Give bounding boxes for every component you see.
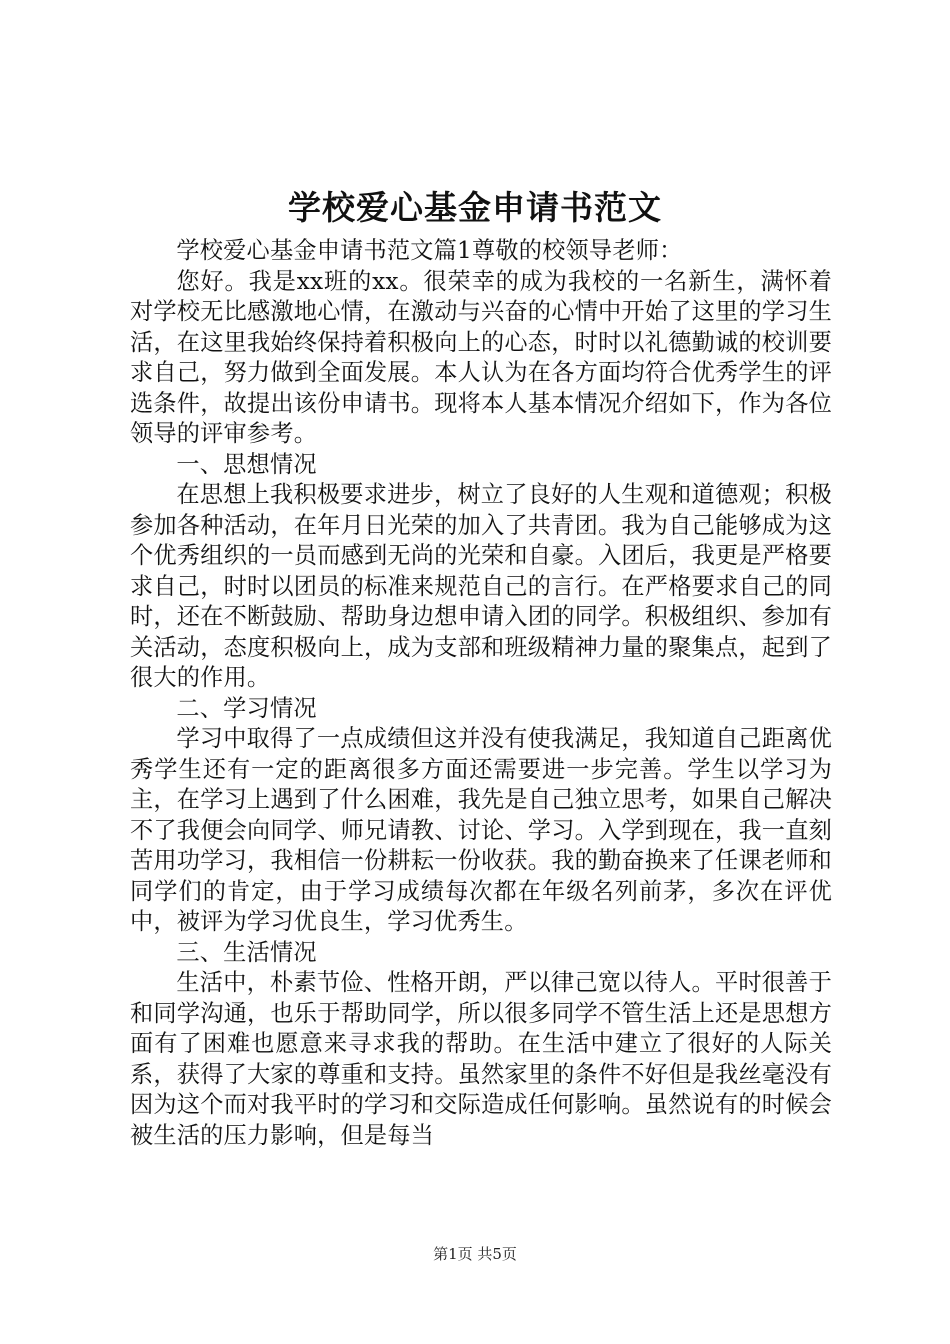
section-heading-thought: 一、思想情况 (176, 450, 317, 478)
life-paragraph: 生活中，朴素节俭、性格开朗，严以律己宽以待人。平时很善于和同学沟通，也乐于帮助同学，所以很多同学不管生活上还是思想方面有了困难也愿意来寻求我的帮助。在生活中建立了很好的人际关系，获得了大家的尊重和支持。虽然家里的条件不好但是我丝毫没有因为这个而对我平时的学习和交际造成任何影响。虽然说有的时候会被生活的压力影响，但是每当 (130, 969, 832, 1149)
section-heading-life: 三、生活情况 (176, 938, 317, 966)
section-heading-study: 二、学习情况 (176, 694, 317, 722)
document-title: 学校爱心基金申请书范文 (288, 188, 662, 227)
study-paragraph: 学习中取得了一点成绩但这并没有使我满足，我知道自己距离优秀学生还有一定的距离很多方面还需要进一步完善。学生以学习为主，在学习上遇到了什么困难，我先是自己独立思考，如果自己解决不了我便会向同学、师兄请教、讨论、学习。入学到现在，我一直刻苦用功学习，我相信一份耕耘一份收获。我的勤奋换来了任课老师和同学们的肯定，由于学习成绩每次都在年级名列前茅，多次在评优中，被评为学习优良生，学习优秀生。 (130, 725, 832, 935)
page-footer: 第1页 共5页 (433, 1245, 517, 1263)
thought-paragraph: 在思想上我积极要求进步，树立了良好的人生观和道德观；积极参加各种活动，在年月日光荣的加入了共青团。我为自己能够成为这个优秀组织的一员而感到无尚的光荣和自豪。入团后，我更是严格要求自己，时时以团员的标准来规范自己的言行。在严格要求自己的同时，还在不断鼓励、帮助身边想申请入团的同学。积极组织、参加有关活动，态度积极向上，成为支部和班级精神力量的聚集点，起到了很大的作用。 (130, 481, 832, 691)
intro-paragraph: 您好。我是xx班的xx。很荣幸的成为我校的一名新生，满怀着对学校无比感激地心情，在激动与兴奋的心情中开始了这里的学习生活，在这里我始终保持着积极向上的心态，时时以礼德勤诚的校训要求自己，努力做到全面发展。本人认为在各方面均符合优秀学生的评选条件，故提出该份申请书。现将本人基本情况介绍如下，作为各位领导的评审参考。 (130, 267, 832, 447)
document-body (130, 236, 832, 1151)
salutation-paragraph: 学校爱心基金申请书范文篇1尊敬的校领导老师： (176, 237, 683, 264)
